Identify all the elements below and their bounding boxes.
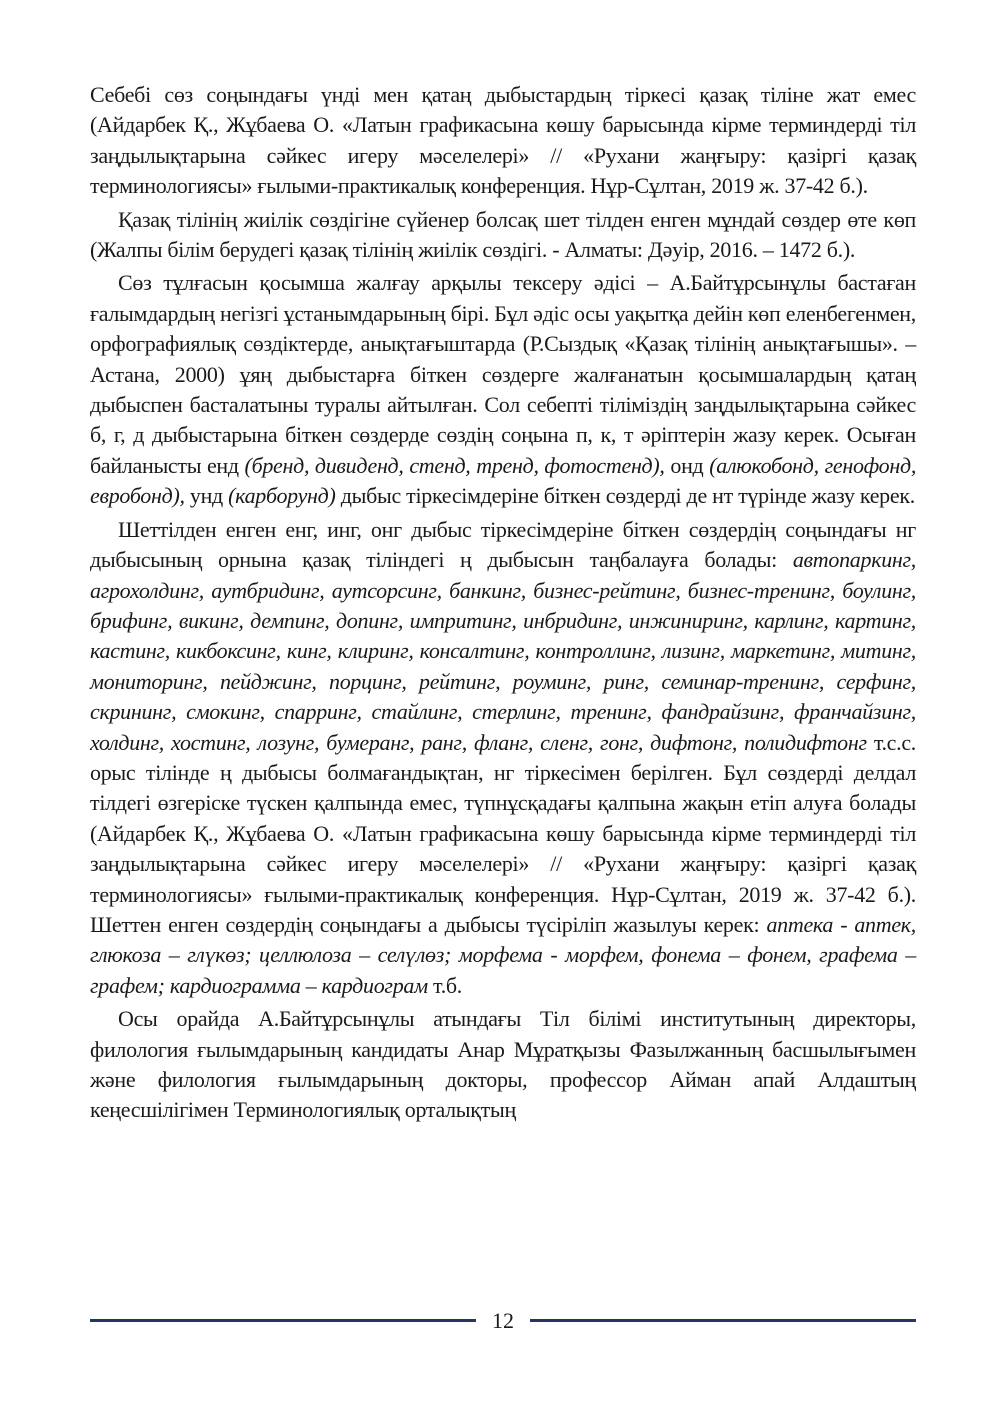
italic-text-segment: (карборунд) [228,483,336,509]
text-segment: Қазақ тілінің жиілік сөздігіне сүйенер болсақ шет тілден енген мұндай сөздер өте көп (Жалпы білім берудегі қазақ тілінің жиілік сөздігі. - Алматы: Дәуір, 2016. – 1472 б.). [90,206,916,263]
text-segment: т.б. [427,972,462,998]
page-number: 12 [492,1308,514,1333]
text-segment: Себебі сөз соңындағы үнді мен қатаң дыбыстардың тіркесі қазақ тіліне жат емес (Айдарбек Қ., Жұбаева О. «Латын графикасына көшу барысында кірме терминдерді тіл заңдылықтарына сәйкес игеру мәселелері» // «Рухани жаңғыру: қазіргі қазақ терминологиясы» ғылыми-практикалық конференция. Нұр-Сұлтан, 2019 ж. 37-42 б.). [90,82,916,199]
text-segment: дыбыс тіркесімдеріне біткен сөздерді де нт түрінде жазу керек. [335,483,915,509]
italic-text-segment: (алюкобонд, генофонд, евробонд), [90,452,917,509]
paragraph [90,268,916,511]
footer-rule-right [530,1319,916,1322]
paragraph [90,205,916,266]
page-body [90,80,916,1126]
italic-text-segment: автопаркинг, агрохолдинг, аутбридинг, аутсорсинг, банкинг, бизнес-рейтинг, бизнес-тренинг, боулинг, брифинг, викинг, демпинг, допинг, импритинг, инбридинг, инжиниринг, карлинг, картинг, кастинг, кикбоксинг, кинг, клиринг, консалтинг, контроллинг, лизинг, маркетинг, митинг, мониторинг, пейджинг, порцинг, рейтинг, роуминг, ринг, семинар-тренинг, серфинг, скрининг, смокинг, спарринг, стайлинг, стерлинг, тренинг, фандрайзинг, франчайзинг, холдинг, хостинг, лозунг, бумеранг, ранг, фланг, сленг, гонг, дифтонг, полидифтонг [90,547,916,755]
italic-text-segment: аптека - аптек, глюкоза – глүкөз; целлюлоза – селүлөз; морфема - морфем, фонема – фонем, графема – графем; кардиограмма – кардиограм [90,911,916,998]
text-segment: Шеттілден енген енг, инг, онг дыбыс тіркесімдеріне біткен сөздердің соңындағы нг дыбысының орнына қазақ тіліндегі ң дыбысын таңбалауға болады: [90,516,916,573]
text-segment: онд [664,452,710,478]
paragraph [90,1004,916,1126]
footer-rule-left [90,1319,476,1322]
page-footer [90,1308,916,1334]
italic-text-segment: (бренд, дивиденд, стенд, тренд, фотостенд), [244,452,665,478]
paragraph [90,515,916,1002]
text-segment: Осы орайда А.Байтұрсынұлы атындағы Тіл білімі институтының директоры, филология ғылымдарының кандидаты Анар Мұратқызы Фазылжанның басшылығымен және филология ғылымдарының докторы, профессор Айман апай Алдаштың кеңесшілігімен Терминологиялық орталықтың [90,1006,916,1123]
text-segment: т.с.с. орыс тілінде ң дыбысы болмағандықтан, нг тіркесімен берілген. Бұл сөздерді делдал тілдегі өзгеріске түскен қалпында емес, түпнұсқадағы қалпына жақын етіп алуға болады (Айдарбек Қ., Жұбаева О. «Латын графикасына көшу барысында кірме терминдерді тіл заңдылықтарына сәйкес игеру мәселелері» // «Рухани жаңғыру: қазіргі қазақ терминологиясы» ғылыми-практикалық конференция. Нұр-Сұлтан, 2019 ж. 37-42 б.). Шеттен енген сөздердің соңындағы а дыбысы түсіріліп жазылуы керек: [90,729,917,937]
text-segment: унд [184,483,229,509]
paragraph [90,80,916,202]
text-segment: Сөз тұлғасын қосымша жалғау арқылы тексеру әдісі – А.Байтұрсынұлы бастаған ғалымдардың негізгі ұстанымдарының бірі. Бұл әдіс осы уақытқа дейін көп еленбегенмен, орфографиялық сөздіктерде, анықтағыштарда (Р.Сыздық «Қазақ тілінің анықтағышы». – Астана, 2000) ұяң дыбыстарға біткен сөздерге жалғанатын қосымшалардың қатаң дыбыспен басталатыны туралы айтылған. Сол себепті тіліміздің заңдылықтарына сәйкес б, г, д дыбыстарына біткен сөздерде сөздің соңына п, к, т әріптерін жазу керек. Осыған байланысты енд [90,270,916,478]
